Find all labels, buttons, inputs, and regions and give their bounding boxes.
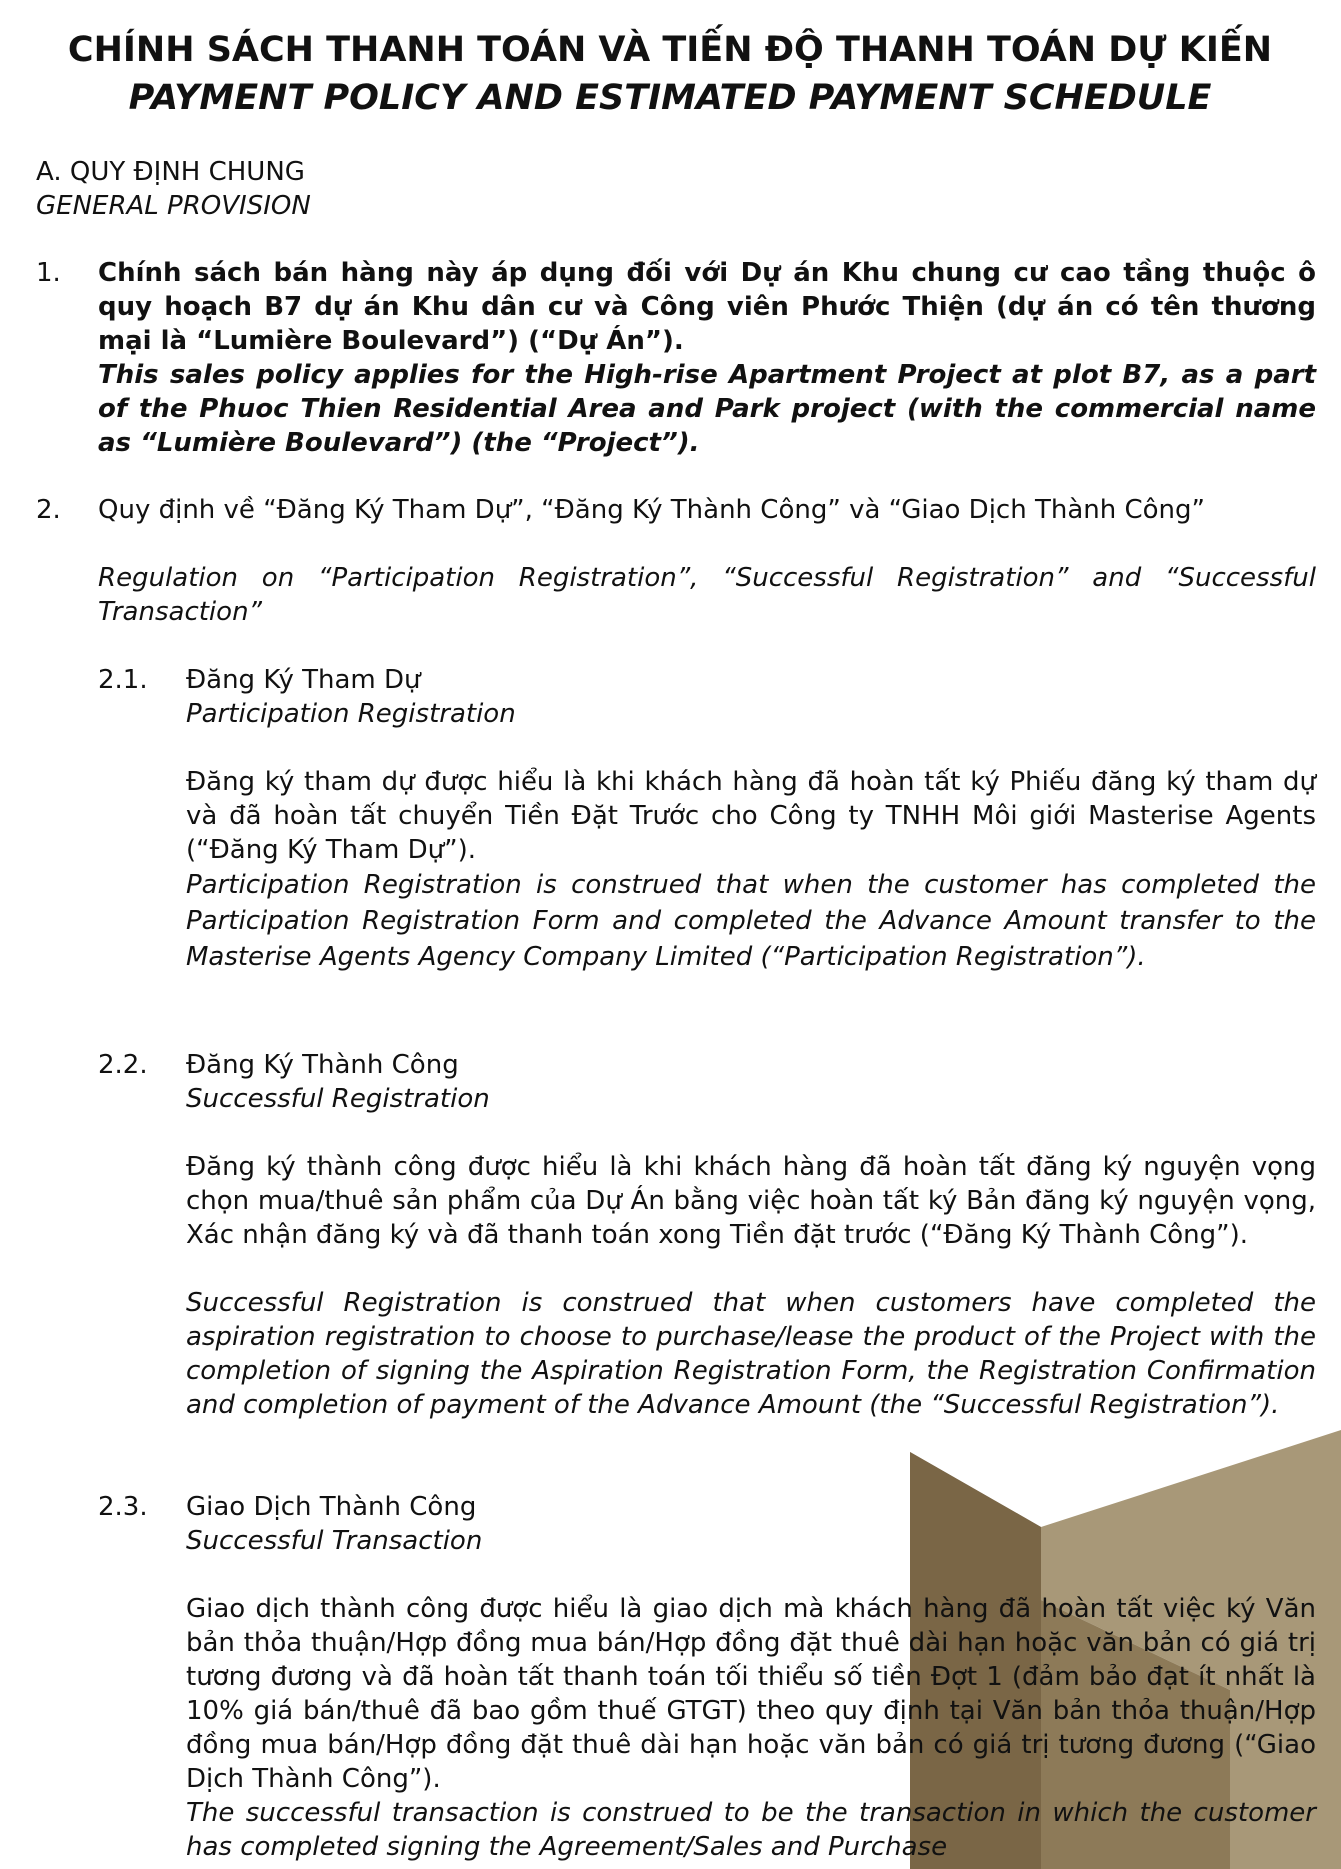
item-number: 1. <box>36 258 61 288</box>
subitem-body: Giao dịch thành công được hiểu là giao dịch mà khách hàng đã hoàn tất việc ký Văn bản thỏa thuận/Hợp đồng mua bán/Hợp đồng đặt thuê dài hạn hoặc văn bản có giá trị tương đương và đã hoàn tất thanh toán tối thiểu số tiền Đợt 1 (đảm bảo đạt ít nhất là 10% giá bán/thuê đã bao gồm thuế GTGT) theo quy định tại Văn bản thỏa thuận/Hợp đồng mua bán/Hợp đồng đặt thuê dài hạn hoặc văn bản có giá trị tương đương (“Giao Dịch Thành Công”). <box>186 1594 1316 1794</box>
section-heading: A. QUY ĐỊNH CHUNG <box>36 157 305 187</box>
item-text-english: This sales policy applies for the High-rise Apartment Project at plot B7, as a part of the Phuoc Thien Residential Area and Park project (with the commercial name as “Lumière Boulevard”) (the “Project”). <box>98 360 1316 458</box>
subitem-number: 2.3. <box>98 1492 148 1522</box>
item-number: 2. <box>36 495 61 525</box>
subitem-number: 2.1. <box>98 665 148 695</box>
subitem-heading: Đăng Ký Tham Dự <box>186 665 421 695</box>
item-text-english: Regulation on “Participation Registration”, “Successful Registration” and “Successful Transaction” <box>98 563 1316 627</box>
subitem-body-english: Successful Registration is construed that when customers have completed the aspiration registration to choose to purchase/lease the product of the Project with the completion of signing the Aspiration Registration Form, the Registration Confirmation and completion of payment of the Advance Amount (the “Successful Registration”). <box>186 1288 1316 1420</box>
subitem-heading-english: Successful Transaction <box>186 1526 483 1556</box>
page-title-english: PAYMENT POLICY AND ESTIMATED PAYMENT SCHEDULE <box>128 78 1212 118</box>
subitem-body-english: Participation Registration is construed that when the customer has completed the Participation Registration Form and completed the Advance Amount transfer to the Masterise Agents Agency Company Limited (“Participation Registration”). <box>186 870 1316 972</box>
item-text: Quy định về “Đăng Ký Tham Dự”, “Đăng Ký Thành Công” và “Giao Dịch Thành Công” <box>98 495 1205 525</box>
subitem-heading: Giao Dịch Thành Công <box>186 1492 477 1522</box>
subitem-heading-english: Successful Registration <box>186 1084 490 1114</box>
subitem-body: Đăng ký thành công được hiểu là khi khách hàng đã hoàn tất đăng ký nguyện vọng chọn mua/thuê sản phẩm của Dự Án bằng việc hoàn tất ký Bản đăng ký nguyện vọng, Xác nhận đăng ký và đã thanh toán xong Tiền đặt trước (“Đăng Ký Thành Công”). <box>186 1152 1316 1250</box>
subitem-body-english: The successful transaction is construed to be the transaction in which the customer has completed signing the Agreement/Sales and Purchase <box>186 1798 1316 1862</box>
section-heading-english: GENERAL PROVISION <box>36 191 311 221</box>
subitem-number: 2.2. <box>98 1050 148 1080</box>
page-title: CHÍNH SÁCH THANH TOÁN VÀ TIẾN ĐỘ THANH TOÁN DỰ KIẾN <box>67 30 1273 70</box>
subitem-heading: Đăng Ký Thành Công <box>186 1050 459 1080</box>
subitem-body: Đăng ký tham dự được hiểu là khi khách hàng đã hoàn tất ký Phiếu đăng ký tham dự và đã hoàn tất chuyển Tiền Đặt Trước cho Công ty TNHH Môi giới Masterise Agents (“Đăng Ký Tham Dự”). <box>186 767 1316 865</box>
item-text: Chính sách bán hàng này áp dụng đối với Dự án Khu chung cư cao tầng thuộc ô quy hoạch B7 dự án Khu dân cư và Công viên Phước Thiện (dự án có tên thương mại là “Lumière Boulevard”) (“Dự Án”). <box>98 258 1316 356</box>
subitem-heading-english: Participation Registration <box>186 699 516 729</box>
